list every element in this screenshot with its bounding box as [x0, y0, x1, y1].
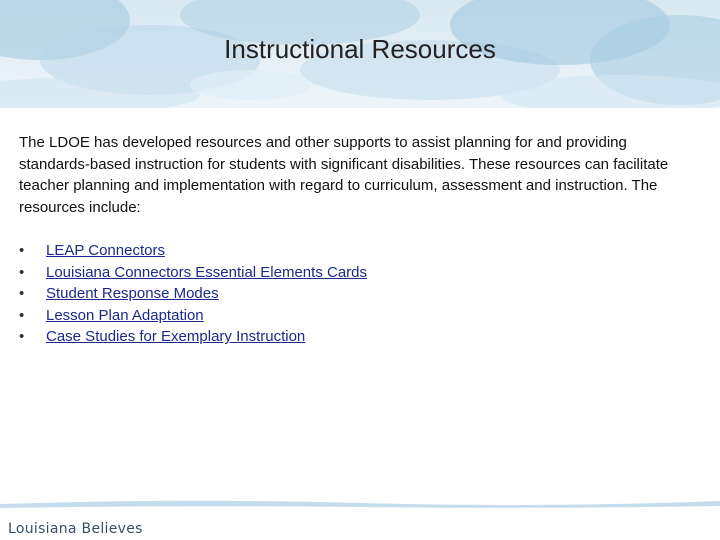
link-essential-elements-cards[interactable]: Louisiana Connectors Essential Elements Cards — [46, 263, 367, 281]
bullet: • — [19, 263, 25, 281]
intro-paragraph: The LDOE has developed resources and other supports to assist planning for and providing standards-based instruction for students with significant disabilities. These resources can facilitate teacher planning and implementation with regard to curriculum, assessment and instruction. The resources include: — [19, 134, 669, 216]
louisiana-believes-logo: Louisiana Believes — [8, 521, 143, 537]
list-item — [19, 326, 619, 348]
link-case-studies[interactable]: Case Studies for Exemplary Instruction — [46, 328, 306, 346]
list-item — [19, 305, 619, 327]
list-item — [19, 262, 619, 284]
bullet: • — [19, 242, 25, 259]
link-leap-connectors[interactable]: LEAP Connectors — [46, 242, 165, 259]
link-student-response-modes[interactable]: Student Response Modes — [46, 285, 219, 303]
bullet: • — [19, 328, 25, 346]
bullet: • — [19, 306, 25, 324]
list-item — [19, 240, 619, 262]
resource-list — [19, 240, 619, 348]
slide-title: Instructional Resources — [224, 34, 496, 64]
footer-brush-stroke — [0, 494, 720, 514]
bullet: • — [19, 285, 25, 303]
link-lesson-plan-adaptation[interactable]: Lesson Plan Adaptation — [46, 306, 204, 324]
list-item — [19, 283, 619, 305]
watercolor-banner — [0, 0, 720, 108]
